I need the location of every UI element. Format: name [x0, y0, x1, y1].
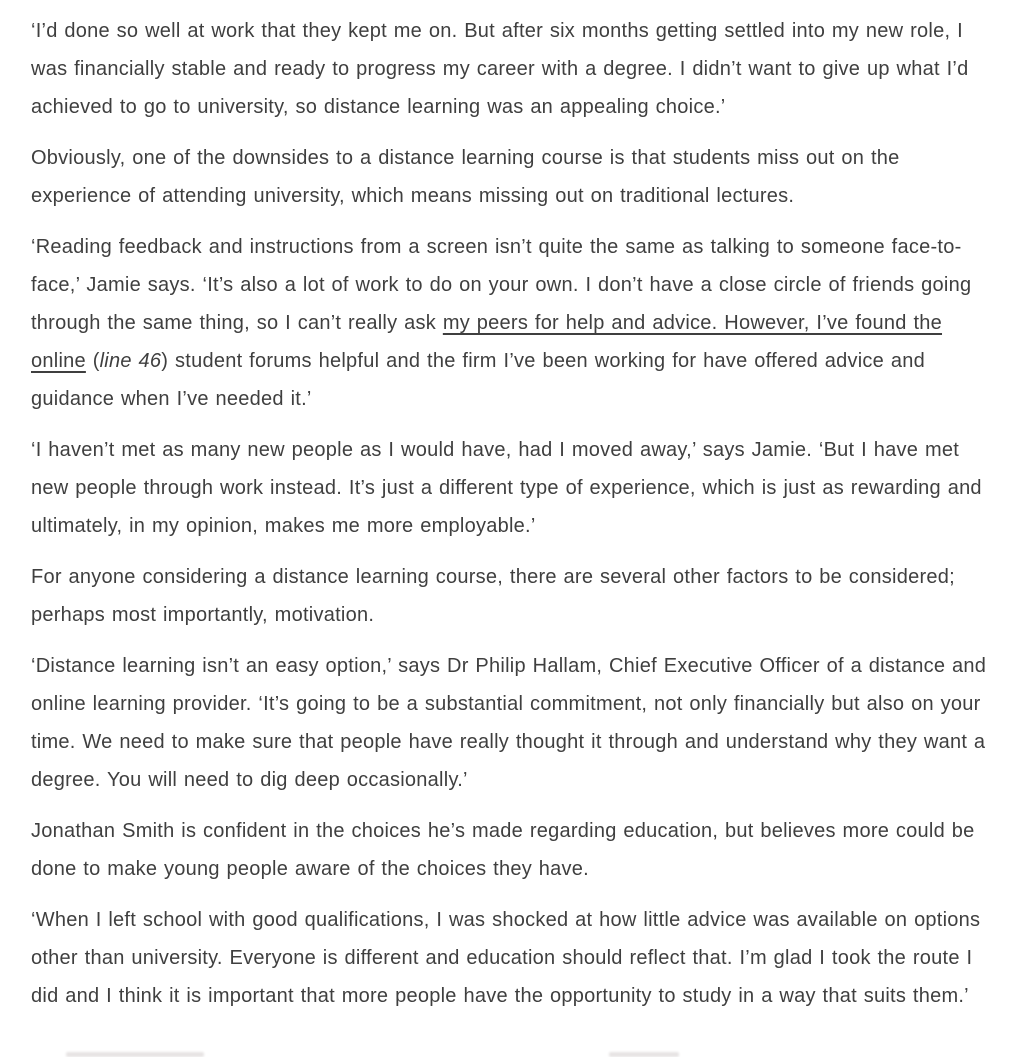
underlined-phrase: my peers for help and advice. However, I’ve found the online: [31, 312, 943, 372]
paragraph: [31, 558, 994, 634]
text-run: For anyone considering a distance learning course, there are several other factors to be considered; perhaps most importantly, motivation.: [31, 566, 955, 626]
clipped-next-line-fragment: [0, 1049, 1024, 1057]
clipped-text-smudge: [66, 1052, 204, 1057]
paragraph: [31, 139, 994, 215]
line-reference: line 46: [99, 350, 162, 372]
paragraph: [31, 12, 994, 126]
clipped-text-smudge: [609, 1052, 679, 1057]
paragraph: [31, 812, 994, 888]
text-run: Obviously, one of the downsides to a distance learning course is that students miss out on the experience of attending university, which means missing out on traditional lectures.: [31, 147, 900, 207]
paragraph: [31, 228, 994, 418]
text-run: ‘I’d done so well at work that they kept me on. But after six months getting settled into my new role, I was financially stable and ready to progress my career with a degree. I didn’t want to give up what I’d achieved to go to university, so distance learning was an appealing choice.’: [31, 20, 969, 118]
text-run: ‘Distance learning isn’t an easy option,’ says Dr Philip Hallam, Chief Executive Officer of a distance and online learning provider. ‘It’s going to be a substantial commitment, not only financially but also on your time. We need to make sure that people have really thought it through and understand why they want a degree. You will need to dig deep occasionally.’: [31, 655, 987, 791]
text-run: ) student forums helpful and the firm I’ve been working for have offered advice and guidance when I’ve needed it.’: [31, 350, 925, 410]
text-run: ‘Reading feedback and instructions from a screen isn’t quite the same as talking to someone face-to-face,’ Jamie says. ‘It’s also a lot of work to do on your own. I don’t have a close circle of friends going through the same thing, so I can’t really ask: [31, 236, 972, 334]
text-run: Jonathan Smith is confident in the choices he’s made regarding education, but believes more could be done to make young people aware of the choices they have.: [31, 820, 975, 880]
text-run: ‘When I left school with good qualifications, I was shocked at how little advice was available on options other than university. Everyone is different and education should reflect that. I’m glad I took the route I did and I think it is important that more people have the opportunity to study in a way that suits them.’: [31, 909, 981, 1007]
paragraph: [31, 901, 994, 1015]
text-run: (: [85, 350, 100, 372]
text-run: ‘I haven’t met as many new people as I would have, had I moved away,’ says Jamie. ‘But I have met new people through work instead. It’s just a different type of experience, which is just as rewarding and ultimately, in my opinion, makes me more employable.’: [31, 439, 982, 537]
paragraph: [31, 431, 994, 545]
paragraph: [31, 647, 994, 799]
